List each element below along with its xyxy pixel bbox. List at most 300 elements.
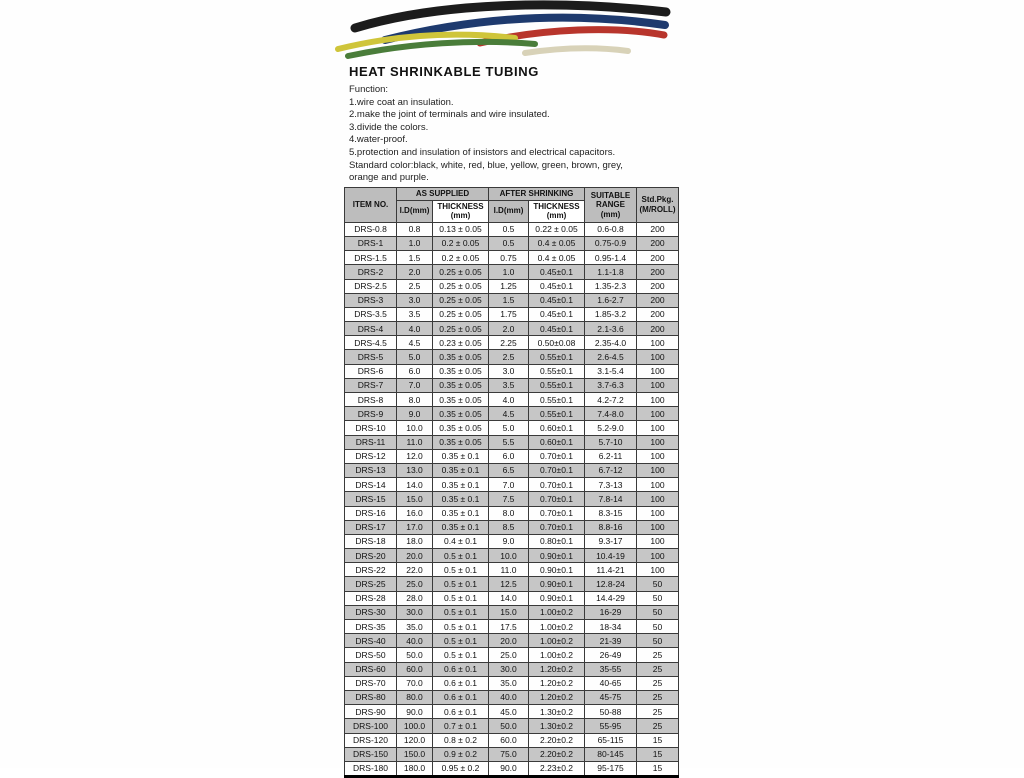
spec-table (344, 187, 679, 778)
table-cell: 45-75 (585, 690, 637, 704)
table-cell: 0.23 ± 0.05 (433, 336, 489, 350)
table-cell: 100 (637, 520, 679, 534)
table-cell: 0.6-0.8 (585, 222, 637, 236)
table-cell: 0.2 ± 0.05 (433, 236, 489, 250)
table-cell: 180.0 (397, 761, 433, 776)
table-cell: 65-115 (585, 733, 637, 747)
table-cell: 0.55±0.1 (529, 364, 585, 378)
thickness-unit: (mm) (546, 211, 567, 221)
table-cell: 0.55±0.1 (529, 407, 585, 421)
table-cell: 0.22 ± 0.05 (529, 222, 585, 236)
table-cell: 1.75 (489, 307, 529, 321)
table-cell: 0.80±0.1 (529, 534, 585, 548)
table-cell: 8.3-15 (585, 506, 637, 520)
table-row (345, 251, 679, 265)
table-cell: 8.8-16 (585, 520, 637, 534)
table-cell: 1.6-2.7 (585, 293, 637, 307)
table-cell: 200 (637, 236, 679, 250)
table-cell: 0.45±0.1 (529, 265, 585, 279)
table-cell: 0.35 ± 0.05 (433, 393, 489, 407)
table-cell: DRS-2 (345, 265, 397, 279)
table-cell: 0.4 ± 0.05 (529, 236, 585, 250)
table-cell: 0.35 ± 0.05 (433, 364, 489, 378)
thickness-label: THICKNESS (437, 201, 484, 211)
table-cell: 2.0 (489, 322, 529, 336)
table-row (345, 534, 679, 548)
table-cell: 0.35 ± 0.1 (433, 478, 489, 492)
table-cell: DRS-16 (345, 506, 397, 520)
table-cell: 8.0 (397, 393, 433, 407)
table-cell: 1.00±0.2 (529, 620, 585, 634)
table-cell: 80-145 (585, 747, 637, 761)
table-cell: 0.35 ± 0.05 (433, 350, 489, 364)
header-std-pkg-unit: (M/ROLL) (639, 204, 676, 214)
table-row (345, 279, 679, 293)
header-std-pkg-label: Std.Pkg. (641, 195, 674, 205)
table-cell: 15 (637, 747, 679, 761)
table-cell: DRS-50 (345, 648, 397, 662)
table-cell: 100 (637, 534, 679, 548)
table-cell: 100 (637, 378, 679, 392)
table-cell: 10.0 (397, 421, 433, 435)
table-cell: 7.0 (397, 378, 433, 392)
table-row (345, 322, 679, 336)
table-cell: 18.0 (397, 534, 433, 548)
table-row (345, 407, 679, 421)
table-cell: 0.90±0.1 (529, 563, 585, 577)
table-cell: 35.0 (489, 676, 529, 690)
table-cell: 55-95 (585, 719, 637, 733)
table-cell: 1.00±0.2 (529, 605, 585, 619)
table-cell: DRS-120 (345, 733, 397, 747)
table-cell: 0.35 ± 0.05 (433, 435, 489, 449)
table-cell: DRS-8 (345, 393, 397, 407)
table-cell: 0.35 ± 0.05 (433, 378, 489, 392)
table-cell: 1.5 (397, 251, 433, 265)
table-cell: 60.0 (489, 733, 529, 747)
table-cell: 0.35 ± 0.05 (433, 421, 489, 435)
table-cell: 4.0 (489, 393, 529, 407)
table-cell: 60.0 (397, 662, 433, 676)
table-row (345, 364, 679, 378)
table-cell: 50 (637, 591, 679, 605)
table-cell: 0.35 ± 0.1 (433, 506, 489, 520)
header-thickness-supplied (433, 200, 489, 222)
table-cell: 0.70±0.1 (529, 478, 585, 492)
table-cell: 3.1-5.4 (585, 364, 637, 378)
table-cell: 120.0 (397, 733, 433, 747)
thickness-label: THICKNESS (533, 201, 580, 211)
table-cell: 7.4-8.0 (585, 407, 637, 421)
spec-table-header (345, 188, 679, 223)
table-cell: 11.0 (489, 563, 529, 577)
table-row (345, 378, 679, 392)
table-cell: DRS-28 (345, 591, 397, 605)
table-cell: 1.5 (489, 293, 529, 307)
table-cell: DRS-6 (345, 364, 397, 378)
table-cell: 0.55±0.1 (529, 350, 585, 364)
header-std-pkg (637, 188, 679, 223)
table-row (345, 520, 679, 534)
table-cell: 2.0 (397, 265, 433, 279)
table-cell: DRS-7 (345, 378, 397, 392)
table-cell: 0.25 ± 0.05 (433, 322, 489, 336)
table-cell: 6.5 (489, 463, 529, 477)
table-cell: 3.5 (489, 378, 529, 392)
table-cell: 6.0 (397, 364, 433, 378)
table-cell: 22.0 (397, 563, 433, 577)
table-cell: 2.5 (489, 350, 529, 364)
table-cell: 200 (637, 307, 679, 321)
table-cell: 1.00±0.2 (529, 648, 585, 662)
header-suitable-range-unit: (mm) (600, 209, 621, 219)
table-cell: 0.6 ± 0.1 (433, 705, 489, 719)
table-cell: 6.2-11 (585, 449, 637, 463)
table-row (345, 265, 679, 279)
table-cell: 9.3-17 (585, 534, 637, 548)
table-cell: 100 (637, 449, 679, 463)
table-cell: 50 (637, 605, 679, 619)
table-cell: 0.45±0.1 (529, 293, 585, 307)
table-cell: 11.4-21 (585, 563, 637, 577)
table-cell: 1.30±0.2 (529, 719, 585, 733)
table-cell: 0.50±0.08 (529, 336, 585, 350)
table-cell: DRS-40 (345, 634, 397, 648)
header-id-shrunk: I.D(mm) (489, 200, 529, 222)
table-cell: 5.5 (489, 435, 529, 449)
table-cell: 95-175 (585, 761, 637, 776)
header-after-shrinking: AFTER SHRINKING (489, 188, 585, 201)
table-row (345, 350, 679, 364)
table-cell: DRS-80 (345, 690, 397, 704)
table-row (345, 336, 679, 350)
table-cell: 0.5 ± 0.1 (433, 563, 489, 577)
table-cell: 3.0 (397, 293, 433, 307)
table-row (345, 435, 679, 449)
table-cell: 2.6-4.5 (585, 350, 637, 364)
table-cell: 16.0 (397, 506, 433, 520)
table-cell: 90.0 (397, 705, 433, 719)
header-thickness-shrunk (529, 200, 585, 222)
table-cell: 50 (637, 577, 679, 591)
standard-color-line: orange and purple. (349, 172, 429, 184)
table-cell: 0.75-0.9 (585, 236, 637, 250)
table-cell: 2.1-3.6 (585, 322, 637, 336)
table-cell: 4.2-7.2 (585, 393, 637, 407)
table-cell: 0.70±0.1 (529, 492, 585, 506)
table-row (345, 478, 679, 492)
table-cell: DRS-22 (345, 563, 397, 577)
table-cell: 2.5 (397, 279, 433, 293)
table-cell: DRS-14 (345, 478, 397, 492)
table-cell: 7.3-13 (585, 478, 637, 492)
table-cell: 16-29 (585, 605, 637, 619)
table-cell: 25 (637, 719, 679, 733)
table-cell: 0.70±0.1 (529, 520, 585, 534)
table-cell: DRS-180 (345, 761, 397, 776)
table-cell: 2.23±0.2 (529, 761, 585, 776)
table-cell: DRS-30 (345, 605, 397, 619)
table-cell: 15.0 (489, 605, 529, 619)
table-cell: DRS-70 (345, 676, 397, 690)
table-cell: 0.90±0.1 (529, 549, 585, 563)
table-cell: 50.0 (397, 648, 433, 662)
table-cell: 0.55±0.1 (529, 393, 585, 407)
table-cell: 3.0 (489, 364, 529, 378)
table-cell: 40.0 (397, 634, 433, 648)
table-row (345, 761, 679, 776)
table-cell: 13.0 (397, 463, 433, 477)
table-cell: DRS-13 (345, 463, 397, 477)
table-row (345, 577, 679, 591)
table-cell: 100 (637, 421, 679, 435)
table-row (345, 648, 679, 662)
table-cell: 0.5 (489, 236, 529, 250)
table-cell: 3.7-6.3 (585, 378, 637, 392)
table-cell: 4.5 (397, 336, 433, 350)
function-section (349, 84, 623, 185)
header-suitable-range (585, 188, 637, 223)
table-row (345, 634, 679, 648)
table-cell: 25 (637, 676, 679, 690)
table-cell: 100 (637, 336, 679, 350)
table-row (345, 747, 679, 761)
function-item: 3.divide the colors. (349, 121, 429, 133)
table-cell: 15.0 (397, 492, 433, 506)
table-cell: DRS-1 (345, 236, 397, 250)
table-cell: 150.0 (397, 747, 433, 761)
table-row (345, 222, 679, 236)
table-cell: 15 (637, 761, 679, 776)
table-cell: DRS-25 (345, 577, 397, 591)
table-cell: 10.4-19 (585, 549, 637, 563)
table-cell: 18-34 (585, 620, 637, 634)
table-cell: DRS-12 (345, 449, 397, 463)
table-cell: DRS-0.8 (345, 222, 397, 236)
table-cell: DRS-3 (345, 293, 397, 307)
table-cell: DRS-5 (345, 350, 397, 364)
table-cell: 0.35 ± 0.1 (433, 449, 489, 463)
table-cell: DRS-3.5 (345, 307, 397, 321)
table-cell: 200 (637, 265, 679, 279)
table-cell: 0.9 ± 0.2 (433, 747, 489, 761)
table-cell: DRS-15 (345, 492, 397, 506)
table-cell: 0.35 ± 0.05 (433, 407, 489, 421)
function-item: 2.make the joint of terminals and wire insulated. (349, 109, 550, 121)
table-cell: 1.25 (489, 279, 529, 293)
table-cell: 0.60±0.1 (529, 421, 585, 435)
table-row (345, 421, 679, 435)
table-cell: 0.25 ± 0.05 (433, 265, 489, 279)
table-row (345, 463, 679, 477)
table-cell: 1.30±0.2 (529, 705, 585, 719)
table-cell: 0.5 ± 0.1 (433, 620, 489, 634)
table-cell: 2.25 (489, 336, 529, 350)
table-row (345, 662, 679, 676)
table-cell: 0.25 ± 0.05 (433, 307, 489, 321)
spec-table-body (345, 222, 679, 776)
table-cell: 21-39 (585, 634, 637, 648)
table-cell: 25 (637, 705, 679, 719)
table-cell: DRS-2.5 (345, 279, 397, 293)
table-cell: 6.7-12 (585, 463, 637, 477)
table-cell: 1.85-3.2 (585, 307, 637, 321)
table-cell: 5.0 (489, 421, 529, 435)
table-cell: 30.0 (489, 662, 529, 676)
table-cell: 15 (637, 733, 679, 747)
table-cell: 1.0 (397, 236, 433, 250)
table-cell: DRS-90 (345, 705, 397, 719)
table-row (345, 620, 679, 634)
function-item: 4.water-proof. (349, 134, 408, 146)
table-cell: 200 (637, 293, 679, 307)
table-cell: 100 (637, 492, 679, 506)
table-cell: 17.0 (397, 520, 433, 534)
table-cell: 9.0 (489, 534, 529, 548)
table-cell: 0.5 ± 0.1 (433, 648, 489, 662)
standard-color-line: Standard color:black, white, red, blue, yellow, green, brown, grey, (349, 159, 623, 171)
table-cell: 0.5 ± 0.1 (433, 634, 489, 648)
tube-cream (525, 48, 628, 53)
table-cell: 8.0 (489, 506, 529, 520)
table-cell: 200 (637, 222, 679, 236)
table-cell: 10.0 (489, 549, 529, 563)
table-cell: 0.5 ± 0.1 (433, 577, 489, 591)
table-cell: 0.95-1.4 (585, 251, 637, 265)
header-item-no: ITEM NO. (345, 188, 397, 223)
table-cell: 0.4 ± 0.1 (433, 534, 489, 548)
table-cell: 0.8 (397, 222, 433, 236)
table-cell: 14.4-29 (585, 591, 637, 605)
table-cell: 100 (637, 463, 679, 477)
table-cell: 0.4 ± 0.05 (529, 251, 585, 265)
table-cell: DRS-150 (345, 747, 397, 761)
table-cell: 2.20±0.2 (529, 733, 585, 747)
table-cell: 20.0 (397, 549, 433, 563)
table-cell: 0.2 ± 0.05 (433, 251, 489, 265)
table-cell: 80.0 (397, 690, 433, 704)
table-cell: 25.0 (397, 577, 433, 591)
table-cell: DRS-4 (345, 322, 397, 336)
table-cell: DRS-20 (345, 549, 397, 563)
table-cell: 0.45±0.1 (529, 279, 585, 293)
table-cell: 50.0 (489, 719, 529, 733)
table-cell: 0.90±0.1 (529, 577, 585, 591)
table-cell: 0.35 ± 0.1 (433, 492, 489, 506)
table-cell: 14.0 (397, 478, 433, 492)
table-cell: 0.90±0.1 (529, 591, 585, 605)
table-cell: 35.0 (397, 620, 433, 634)
table-cell: 4.5 (489, 407, 529, 421)
table-cell: 5.0 (397, 350, 433, 364)
header-as-supplied: AS SUPPLIED (397, 188, 489, 201)
table-cell: DRS-60 (345, 662, 397, 676)
table-cell: 14.0 (489, 591, 529, 605)
table-cell: 45.0 (489, 705, 529, 719)
table-cell: 25.0 (489, 648, 529, 662)
table-cell: 5.7-10 (585, 435, 637, 449)
header-suitable-range-label: SUITABLE RANGE (590, 190, 631, 210)
table-cell: 26-49 (585, 648, 637, 662)
table-cell: 40.0 (489, 690, 529, 704)
table-cell: 1.20±0.2 (529, 690, 585, 704)
table-row (345, 236, 679, 250)
table-cell: 6.0 (489, 449, 529, 463)
table-row (345, 293, 679, 307)
table-cell: 1.20±0.2 (529, 662, 585, 676)
table-cell: 0.13 ± 0.05 (433, 222, 489, 236)
table-cell: 25 (637, 662, 679, 676)
table-cell: 200 (637, 322, 679, 336)
table-cell: 200 (637, 279, 679, 293)
table-cell: 100 (637, 506, 679, 520)
function-item: 1.wire coat an insulation. (349, 96, 454, 108)
table-cell: 3.5 (397, 307, 433, 321)
table-cell: 0.6 ± 0.1 (433, 690, 489, 704)
table-cell: 100 (637, 393, 679, 407)
table-cell: 35-55 (585, 662, 637, 676)
table-cell: 12.0 (397, 449, 433, 463)
table-cell: 0.6 ± 0.1 (433, 662, 489, 676)
thickness-unit: (mm) (450, 211, 471, 221)
table-row (345, 676, 679, 690)
table-cell: DRS-1.5 (345, 251, 397, 265)
table-cell: 100 (637, 435, 679, 449)
table-cell: DRS-35 (345, 620, 397, 634)
table-cell: 100 (637, 478, 679, 492)
table-cell: 100 (637, 563, 679, 577)
table-cell: 0.55±0.1 (529, 378, 585, 392)
table-cell: 5.2-9.0 (585, 421, 637, 435)
table-cell: 1.35-2.3 (585, 279, 637, 293)
table-cell: 0.5 ± 0.1 (433, 591, 489, 605)
table-row (345, 549, 679, 563)
table-cell: 200 (637, 251, 679, 265)
table-cell: 9.0 (397, 407, 433, 421)
table-cell: 90.0 (489, 761, 529, 776)
table-cell: 0.25 ± 0.05 (433, 279, 489, 293)
table-cell: 20.0 (489, 634, 529, 648)
table-row (345, 719, 679, 733)
table-cell: 8.5 (489, 520, 529, 534)
table-cell: 2.35-4.0 (585, 336, 637, 350)
table-cell: 0.35 ± 0.1 (433, 520, 489, 534)
table-row (345, 690, 679, 704)
table-row (345, 605, 679, 619)
table-row (345, 506, 679, 520)
table-cell: 100 (637, 350, 679, 364)
product-photo (330, 0, 674, 62)
table-cell: 0.35 ± 0.1 (433, 463, 489, 477)
table-cell: 100 (637, 407, 679, 421)
table-cell: DRS-11 (345, 435, 397, 449)
table-row (345, 449, 679, 463)
table-cell: DRS-4.5 (345, 336, 397, 350)
table-cell: 0.7 ± 0.1 (433, 719, 489, 733)
table-cell: 7.5 (489, 492, 529, 506)
table-cell: DRS-18 (345, 534, 397, 548)
table-cell: 12.5 (489, 577, 529, 591)
table-row (345, 591, 679, 605)
table-cell: 0.70±0.1 (529, 506, 585, 520)
table-row (345, 307, 679, 321)
function-item: 5.protection and insulation of insistors and electrical capacitors. (349, 146, 616, 158)
table-cell: 70.0 (397, 676, 433, 690)
table-cell: 0.6 ± 0.1 (433, 676, 489, 690)
table-cell: 17.5 (489, 620, 529, 634)
table-row (345, 733, 679, 747)
table-row (345, 492, 679, 506)
